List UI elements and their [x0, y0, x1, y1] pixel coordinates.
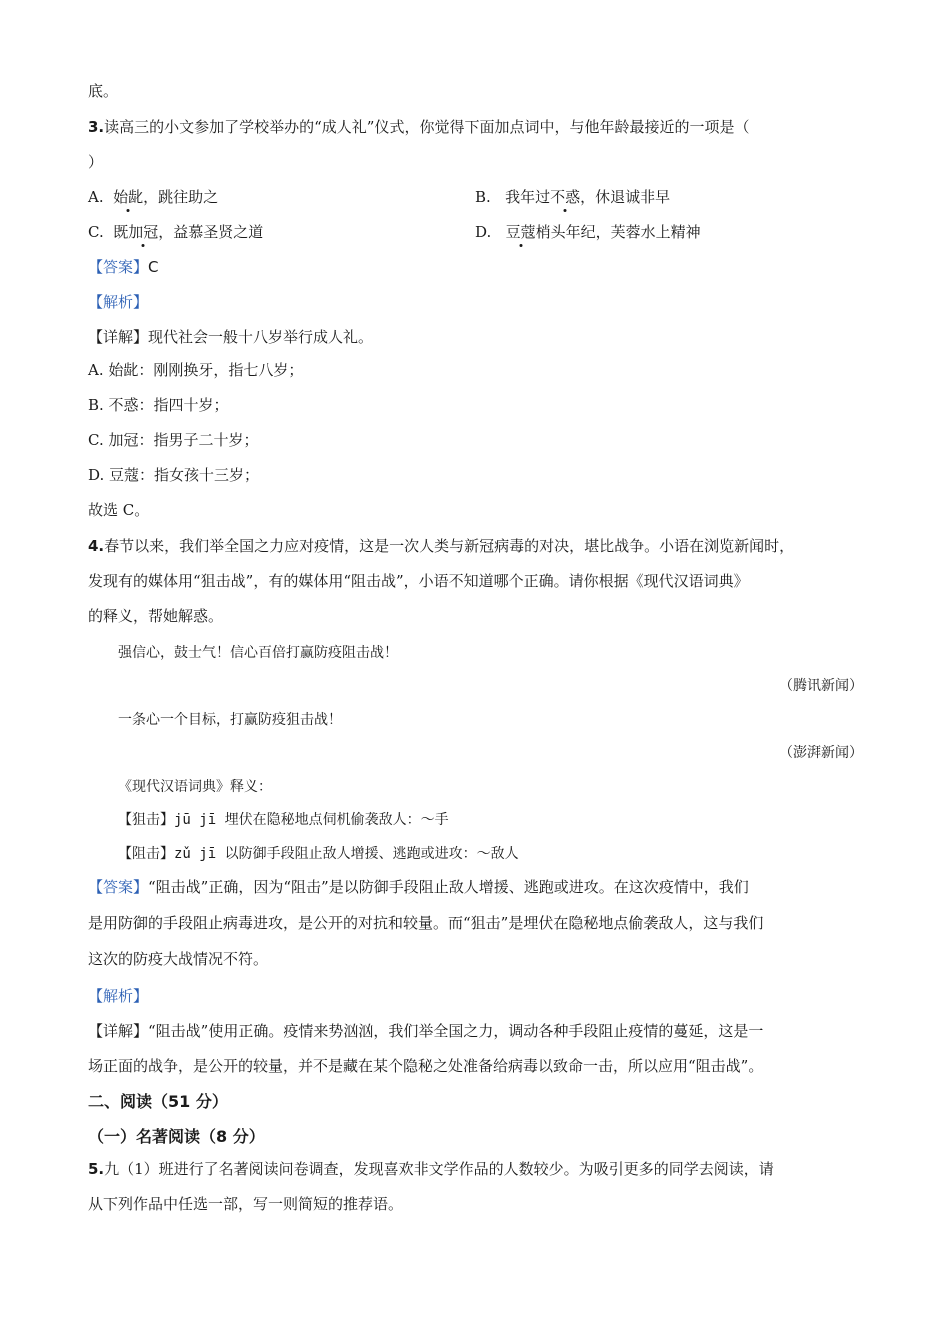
q3-explanation-a: A. 始龀：刚刚换牙，指七八岁；	[88, 361, 304, 379]
q3-number: 3.	[88, 118, 105, 136]
q4-stem-line1: 4.春节以来，我们举全国之力应对疫情，这是一次人类与新冠病毒的对决，堪比战争。小语在浏览新闻时，	[88, 537, 795, 555]
q5-stem-line2: 从下列作品中任选一部，写一则简短的推荐语。	[88, 1195, 404, 1213]
q3-explanation-c: C. 加冠：指男子二十岁；	[88, 431, 259, 449]
q4-answer-line1: 【答案】“阻击战”正确，因为“阻击”是以防御手段阻止敌人增援、逃跑或进攻。在这次疫情中，我们	[88, 878, 749, 896]
q4-stem-line2: 发现有的媒体用“狙击战”，有的媒体用“阻击战”，小语不知道哪个正确。请你根据《现代汉语词典》	[88, 572, 749, 590]
answer-value: C	[148, 258, 159, 276]
q4-answer-line2: 是用防御的手段阻止病毒进攻，是公开的对抗和较量。而“狙击”是埋伏在隐秘地点偷袭敌人，这与我们	[88, 914, 764, 932]
q3-stem-line2: ）	[88, 153, 104, 171]
q3-option-a: A. 始龀，跳往助之	[88, 188, 219, 206]
q4-number: 4.	[88, 537, 105, 555]
answer-tag: 【答案】	[88, 878, 149, 896]
top-fragment: 底。	[88, 82, 119, 100]
q3-conclusion: 故选 C。	[88, 501, 150, 519]
q4-answer-line3: 这次的防疫大战情况不符。	[88, 950, 269, 968]
q4-stem-line3: 的释义，帮她解惑。	[88, 607, 224, 625]
source-thepaper: （澎湃新闻）	[779, 745, 863, 761]
q3-option-d: D. 豆蔻梢头年纪，芙蓉水上精神	[475, 223, 701, 241]
dictionary-entry-zuji: 【阻击】zǔ jī 以防御手段阻止敌人增援、逃跑或进攻：～敌人	[118, 846, 519, 862]
answer-tag: 【答案】	[88, 258, 149, 276]
q4-detail-line1: 【详解】“阻击战”使用正确。疫情来势汹汹，我们举全国之力，调动各种手段阻止疫情的蔓延，这是一	[88, 1022, 764, 1040]
q3-explanation-d: D. 豆蔻：指女孩十三岁；	[88, 466, 260, 484]
q4-analysis-tag: 【解析】	[88, 987, 149, 1005]
q4-detail-line2: 场正面的战争，是公开的较量，并不是藏在某个隐秘之处准备给病毒以致命一击，所以应用“阻击战”。	[88, 1057, 764, 1075]
subsection1-title: （一）名著阅读（8 分）	[88, 1127, 265, 1146]
q3-explanation-b: B. 不惑：指四十岁；	[88, 396, 229, 414]
quote-thepaper: 一条心一个目标，打赢防疫狙击战！	[118, 712, 342, 728]
quote-tencent: 强信心，鼓士气！信心百倍打赢防疫阻击战！	[118, 645, 398, 661]
section2-title: 二、阅读（51 分）	[88, 1092, 228, 1111]
q3-analysis-tag: 【解析】	[88, 293, 149, 311]
q3-answer	[88, 256, 159, 277]
q3-stem-line1: 3.读高三的小文参加了学校举办的“成人礼”仪式，你觉得下面加点词中，与他年龄最接近的一项是（	[88, 118, 750, 136]
q3-detail: 【详解】现代社会一般十八岁举行成人礼。	[88, 328, 374, 346]
dictionary-title: 《现代汉语词典》释义：	[118, 779, 272, 795]
q3-option-b: B. 我年过不惑，休退诚非早	[475, 188, 671, 206]
q5-number: 5.	[88, 1160, 105, 1178]
dictionary-entry-juji: 【狙击】jū jī 埋伏在隐秘地点伺机偷袭敌人：～手	[118, 812, 449, 828]
q3-option-c: C. 既加冠，益慕圣贤之道	[88, 223, 264, 241]
q5-stem-line1: 5.九（1）班进行了名著阅读问卷调查，发现喜欢非文学作品的人数较少。为吸引更多的同学去阅读，请	[88, 1160, 774, 1178]
source-tencent: （腾讯新闻）	[779, 678, 863, 694]
